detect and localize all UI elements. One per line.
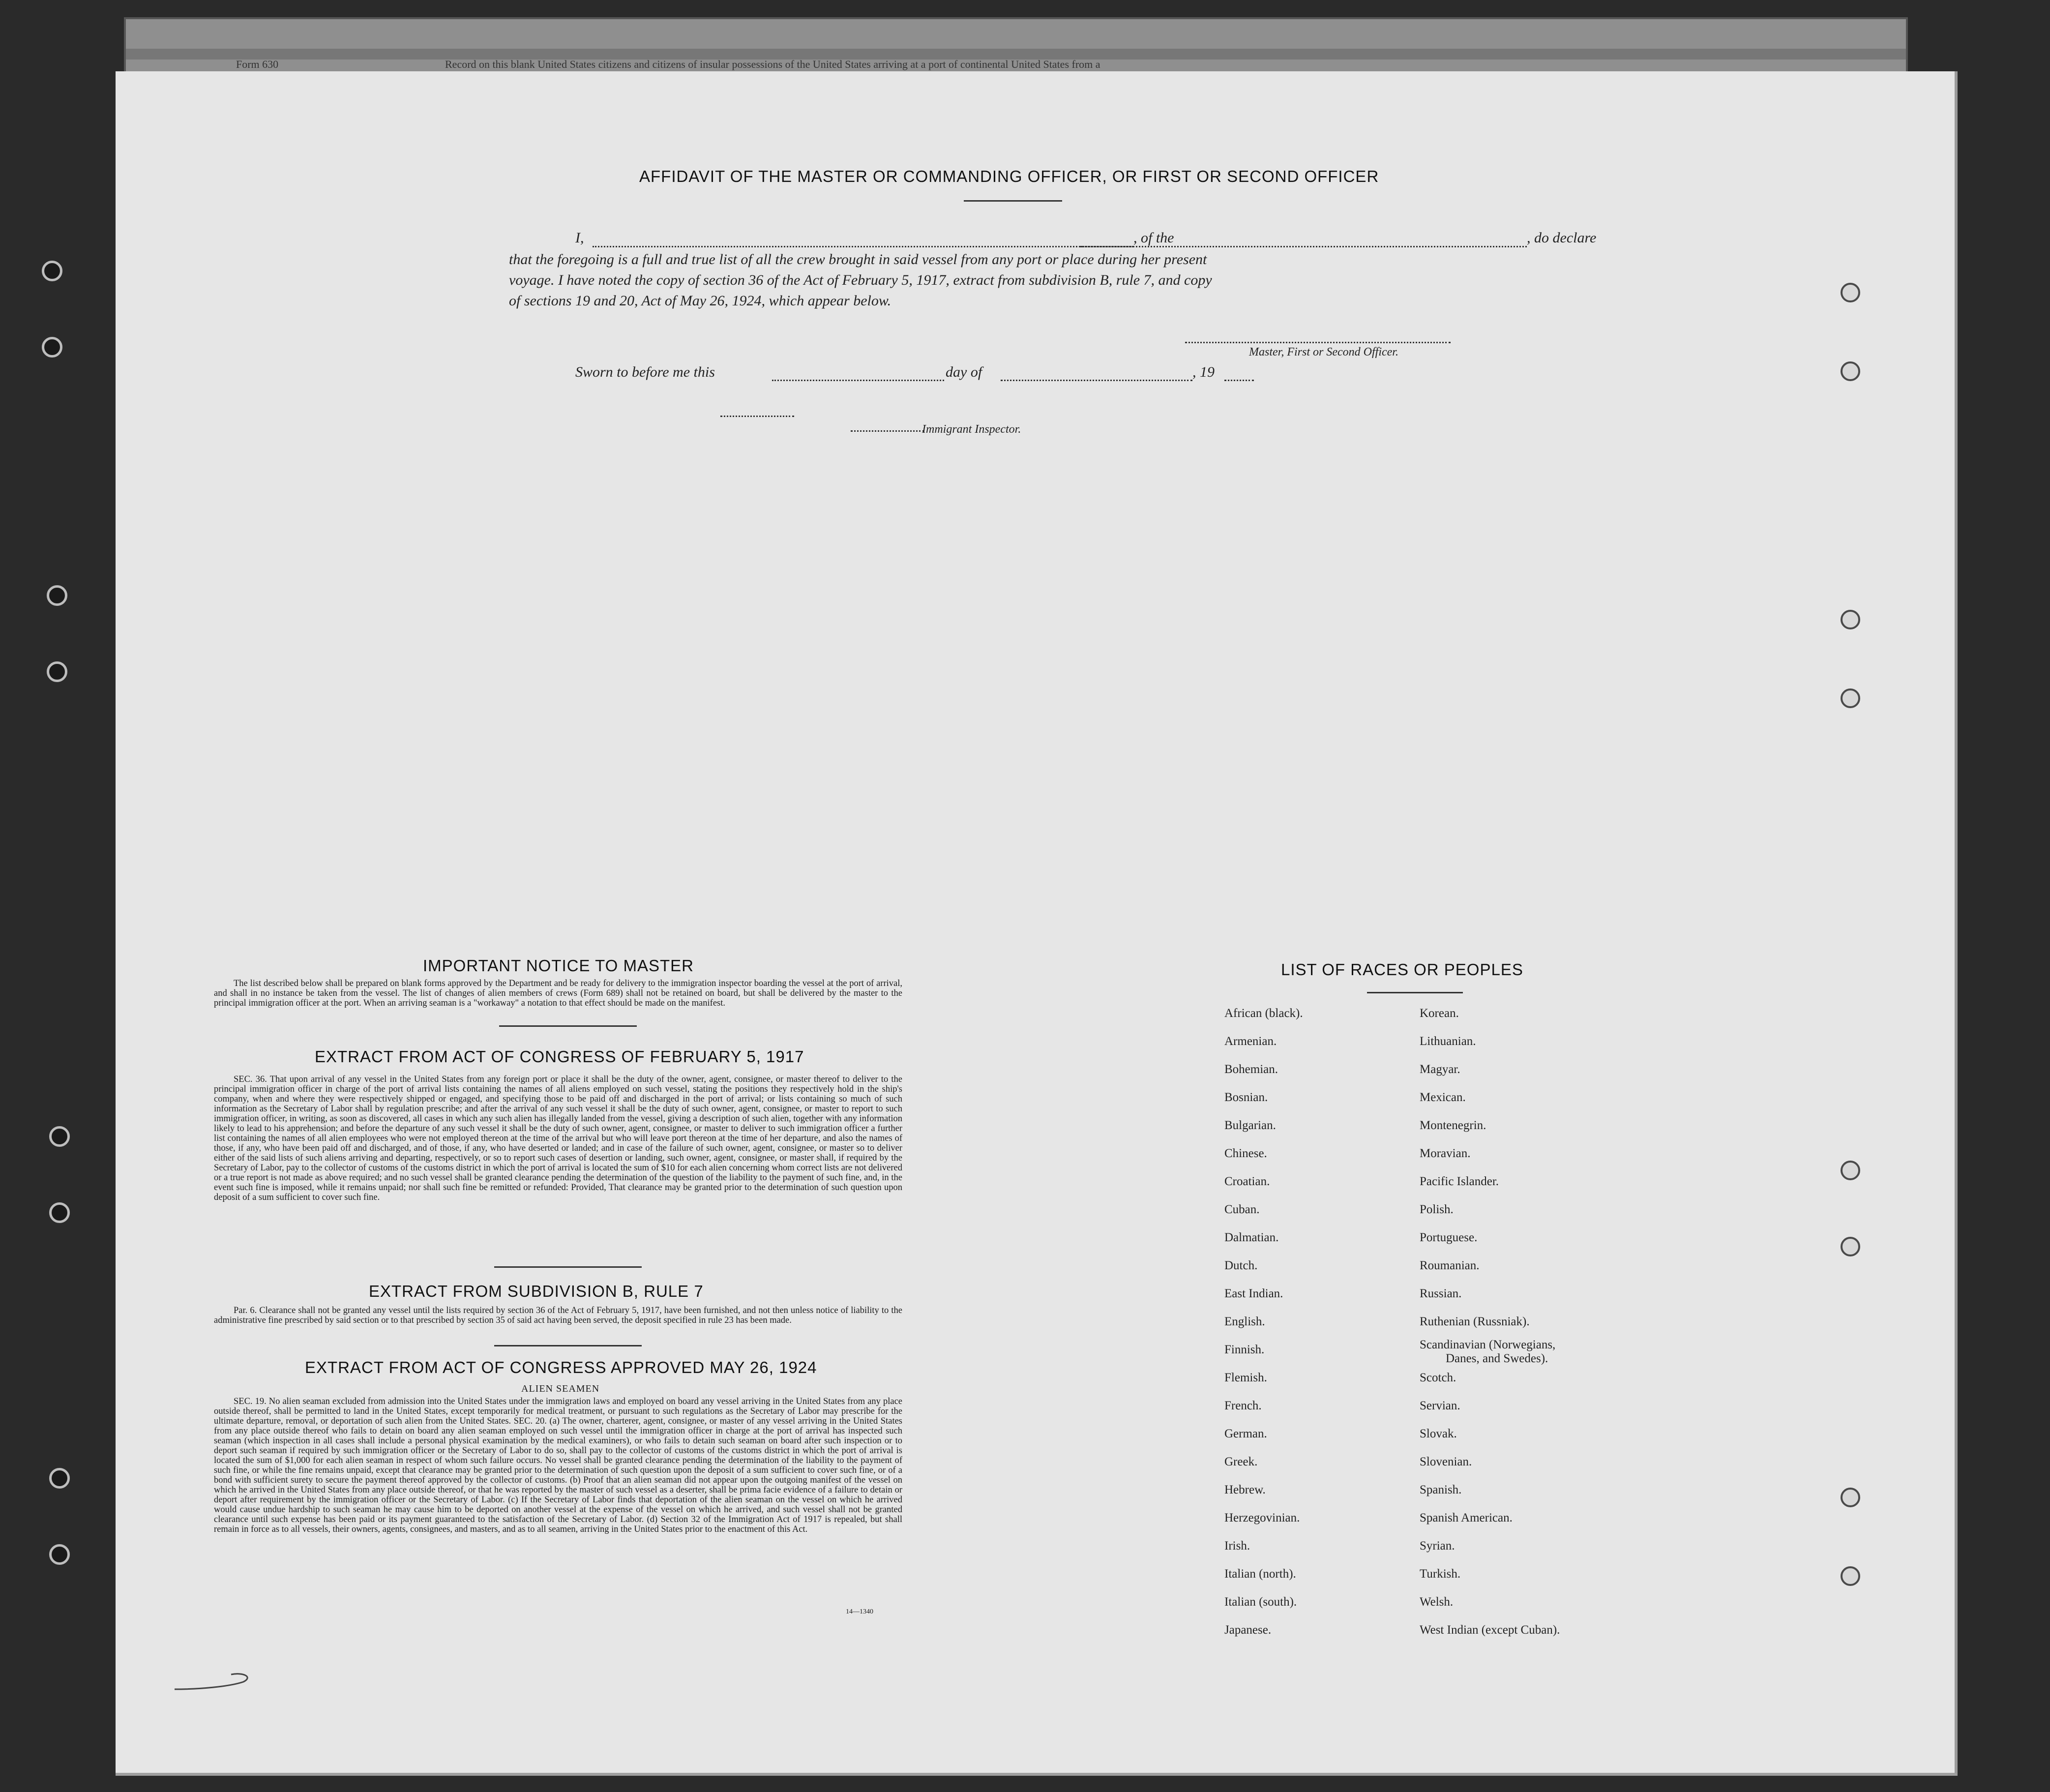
affidavit-line3: voyage. I have noted the copy of section 36 of the Act of February 5, 1917, extract from subdivision B, rule 7, and copy <box>509 272 1212 288</box>
print-code: 14—1340 <box>846 1608 873 1615</box>
notice-title: IMPORTANT NOTICE TO MASTER <box>423 956 694 975</box>
race-item: Polish. <box>1420 1203 1454 1216</box>
affidavit-sheet <box>116 71 1958 1776</box>
race-item: Spanish. <box>1420 1483 1462 1496</box>
punch-hole <box>1841 688 1860 708</box>
sworn-date-blank <box>772 380 944 381</box>
race-item: Chinese. <box>1224 1147 1267 1160</box>
punch-hole <box>1841 1237 1860 1256</box>
punch-hole <box>1841 1488 1860 1507</box>
master-signature-label: Master, First or Second Officer. <box>1249 346 1398 358</box>
race-item: Japanese. <box>1224 1623 1272 1637</box>
sworn-year-blank <box>1224 380 1254 381</box>
race-item: Magyar. <box>1420 1063 1460 1076</box>
vessel-blank <box>1080 246 1527 247</box>
notice-rule <box>499 1025 637 1027</box>
inspector-blank-2 <box>851 430 924 432</box>
inspector-blank-1 <box>720 416 794 417</box>
sworn-day: day of <box>946 364 982 380</box>
punch-hole <box>49 1126 70 1147</box>
punch-hole <box>1841 361 1860 381</box>
race-item: Ruthenian (Russniak). <box>1420 1315 1530 1328</box>
extract-1917-title: EXTRACT FROM ACT OF CONGRESS OF FEBRUARY 5, 1917 <box>315 1047 804 1066</box>
master-signature-blank <box>1185 342 1451 343</box>
extract-1917-rule <box>494 1266 642 1268</box>
race-item: Flemish. <box>1224 1371 1267 1384</box>
subdivision-b-body: Par. 6. Clearance shall not be granted any vessel until the lists required by section 36 of the Act of February 5, 1917, have been furnished, and not then unless notice of liability to the administrative fine prescribed by said section or to that prescribed by section 35 of said act having been served, the deposit specified in rule 23 has been made. <box>214 1306 902 1325</box>
race-item: Bosnian. <box>1224 1091 1268 1104</box>
race-item: German. <box>1224 1427 1267 1440</box>
races-rule <box>1367 992 1463 993</box>
race-item: Irish. <box>1224 1539 1250 1553</box>
extract-1924-title: EXTRACT FROM ACT OF CONGRESS APPROVED MAY 26, 1924 <box>305 1358 817 1376</box>
sworn-month-blank <box>1001 380 1192 381</box>
sworn-year: , 19 <box>1192 364 1215 380</box>
race-item: Slovak. <box>1420 1427 1457 1440</box>
punch-hole <box>42 261 62 281</box>
race-item: Russian. <box>1420 1287 1462 1300</box>
punch-hole <box>1841 1161 1860 1180</box>
race-item: Mexican. <box>1420 1091 1466 1104</box>
race-item: Roumanian. <box>1420 1259 1480 1272</box>
inspector-label: Immigrant Inspector. <box>922 423 1021 436</box>
race-item: French. <box>1224 1399 1262 1412</box>
punch-hole <box>1841 1566 1860 1586</box>
affidavit-line1-end: , do declare <box>1527 230 1597 246</box>
race-item: West Indian (except Cuban). <box>1420 1623 1560 1637</box>
race-item: Scotch. <box>1420 1371 1456 1384</box>
affidavit-line1-start: I, <box>575 230 584 246</box>
race-item: Welsh. <box>1420 1595 1454 1609</box>
race-item-continuation: Danes, and Swedes). <box>1446 1352 1548 1365</box>
affidavit-title: AFFIDAVIT OF THE MASTER OR COMMANDING OFFICER, OR FIRST OR SECOND OFFICER <box>639 167 1379 185</box>
race-item: Spanish American. <box>1420 1511 1513 1524</box>
race-item: Montenegrin. <box>1420 1119 1486 1132</box>
race-item: Korean. <box>1420 1007 1459 1020</box>
race-item: English. <box>1224 1315 1265 1328</box>
race-item: Cuban. <box>1224 1203 1260 1216</box>
race-item: Scandinavian (Norwegians, <box>1420 1338 1556 1351</box>
race-item: Lithuanian. <box>1420 1035 1476 1048</box>
race-item: Herzegovinian. <box>1224 1511 1300 1524</box>
punch-hole <box>49 1468 70 1489</box>
race-item: Greek. <box>1224 1455 1258 1468</box>
race-item: Croatian. <box>1224 1175 1270 1188</box>
race-item: Servian. <box>1420 1399 1460 1412</box>
punch-hole <box>1841 283 1860 302</box>
notice-body: The list described below shall be prepared on blank forms approved by the Department and be ready for delivery to the immigration inspector boarding the vessel at the port of arrival, and shall in no instance be taken from the vessel. The list of changes of alien members of crews (Form 689) shall not be retained on board, but shall be delivered by the master to the principal immigration officer at the port. When an arriving seaman is a "workaway" a notation to that effect should be made on the manifest. <box>214 979 902 1008</box>
races-title: LIST OF RACES OR PEOPLES <box>1281 960 1523 979</box>
affidavit-line4: of sections 19 and 20, Act of May 26, 1924, which appear below. <box>509 293 891 309</box>
race-item: East Indian. <box>1224 1287 1283 1300</box>
affidavit-line1-mid: , of the <box>1133 230 1174 246</box>
punch-hole <box>42 337 62 358</box>
extract-1924-subtitle: ALIEN SEAMEN <box>521 1383 600 1394</box>
subdivision-b-title: EXTRACT FROM SUBDIVISION B, RULE 7 <box>369 1282 704 1300</box>
race-item: Dutch. <box>1224 1259 1258 1272</box>
subdivision-b-rule <box>494 1345 642 1346</box>
race-item: Portuguese. <box>1420 1231 1478 1244</box>
race-item: Turkish. <box>1420 1567 1461 1581</box>
title-rule <box>964 200 1062 202</box>
punch-hole <box>49 1544 70 1565</box>
race-item: Italian (north). <box>1224 1567 1296 1581</box>
extract-1917-body: SEC. 36. That upon arrival of any vessel in the United States from any foreign port or place it shall be the duty of the owner, agent, consignee, or master thereof to deliver to the principal immigration officer in charge of the port of arrival lists containing the names of all aliens employed on such vessel, stating the positions they respectively hold in the ship's company, when and where they were respectively shipped or engaged, and specifying those to be paid off and discharged in the port of arrival; or lists containing so much of such information as the Secretary of Labor shall by regulation prescribe; and after the arrival of any such vessel it shall be the duty of such owner, agent, consignee, or master to report to such immigration officer, in writing, as soon as discovered, all cases in which any such alien has illegally landed from the vessel, giving a description of such alien, together with any information likely to lead to his apprehension; and before the departure of any such vessel it shall be the duty of such owner, agent, consignee, or master to deliver to such immigration officer a further list containing the names of all alien employees who were not employed thereon at the time of the arrival but who will leave port thereon at the time of her departure, and also the names of those, if any, who have been paid off and discharged, and of those, if any, who have deserted or landed; and in case of the failure of such owner, agent, consignee, or master so to deliver either of the said lists of such aliens arriving and departing, respectively, or so to report such cases of desertion or landing, such owner, agent, consignee, or master shall, if required by the Secretary of Labor, pay to the collector of customs of the customs district in which the port of arrival is located the sum of $10 for each alien concerning whom correct lists are not delivered or a true report is not made as above required; and no such vessel shall be granted clearance pending the determination of the question of the liability to the payment of such fine, and, in the event such fine is imposed, while it remains unpaid; nor shall such fine be remitted or refunded: Provided, That clearance may be granted prior to the determination of such question upon deposit of a sum sufficient to cover such fine. <box>214 1075 902 1202</box>
race-item: Hebrew. <box>1224 1483 1266 1496</box>
punch-hole <box>1841 610 1860 629</box>
race-item: Pacific Islander. <box>1420 1175 1499 1188</box>
race-item: Syrian. <box>1420 1539 1455 1553</box>
race-item: Bohemian. <box>1224 1063 1278 1076</box>
pencil-mark <box>170 1662 258 1697</box>
punch-hole <box>47 661 67 682</box>
race-item: Bulgarian. <box>1224 1119 1276 1132</box>
extract-1924-body: SEC. 19. No alien seaman excluded from admission into the United States under the immigration laws and employed on board any vessel arriving in the United States from any place outside thereof, shall be permitted to land in the United States, except temporarily for medical treatment, or pursuant to such regulations as the Secretary of Labor may prescribe for the ultimate departure, removal, or deportation of such alien from the United States. SEC. 20. (a) The owner, charterer, agent, consignee, or master of any vessel arriving in the United States from any place outside thereof who fails to detain on board any alien seaman employed on such vessel until the immigration officer in charge at the port of arrival has inspected such seaman (which inspection in all cases shall include a personal physical examination by the medical examiners), or who fails to detain such seaman on board after such inspection or to deport such seaman if required by such immigration officer or the Secretary of Labor to do so, shall pay to the collector of customs of the customs district in which the port of arrival is located the sum of $1,000 for each alien seaman in respect of whom such failure occurs. No vessel shall be granted clearance pending the determination of the liability to the payment of such fine, or while the fine remains unpaid, except that clearance may be granted prior to the determination of such question upon the deposit of a sum sufficient to cover such fine, or of a bond with sufficient surety to secure the payment thereof approved by the collector of customs. (b) Proof that an alien seaman did not appear upon the outgoing manifest of the vessel on which he arrived in the United States from any place outside thereof, or that he was reported by the master of such vessel as a deserter, shall be prima facie evidence of a failure to detain or deport after requirement by the immigration officer or the Secretary of Labor. (c) If the Secretary of Labor finds that deportation of the alien seaman on the vessel on which he arrived would cause undue hardship to such seaman he may cause him to be deported on another vessel at the expense of the vessel on which he arrived, and such vessel shall not be granted clearance until such expense has been paid or its payment guaranteed to the satisfaction of the Secretary of Labor. (d) Section 32 of the Immigration Act of 1917 is repealed, but shall remain in force as to all vessels, their owners, agents, consignees, and masters, and as to all seamen, arriving in the United States prior to the enactment of this Act. <box>214 1397 902 1534</box>
race-item: Armenian. <box>1224 1035 1277 1048</box>
race-item: Finnish. <box>1224 1343 1265 1356</box>
underlying-header-text: Record on this blank United States citizens and citizens of insular possessions of the United States arriving at a port of continental United States from a <box>445 58 1100 70</box>
underlying-form-number: Form 630 <box>236 58 279 70</box>
name-blank <box>593 246 1133 247</box>
race-item: Italian (south). <box>1224 1595 1297 1609</box>
race-item: African (black). <box>1224 1007 1303 1020</box>
race-item: Dalmatian. <box>1224 1231 1279 1244</box>
affidavit-line2: that the foregoing is a full and true list of all the crew brought in said vessel from any port or place during her present <box>509 251 1207 268</box>
race-item: Moravian. <box>1420 1147 1471 1160</box>
punch-hole <box>49 1202 70 1223</box>
punch-hole <box>47 585 67 606</box>
race-item: Slovenian. <box>1420 1455 1472 1468</box>
sworn-prefix: Sworn to before me this <box>575 364 715 380</box>
